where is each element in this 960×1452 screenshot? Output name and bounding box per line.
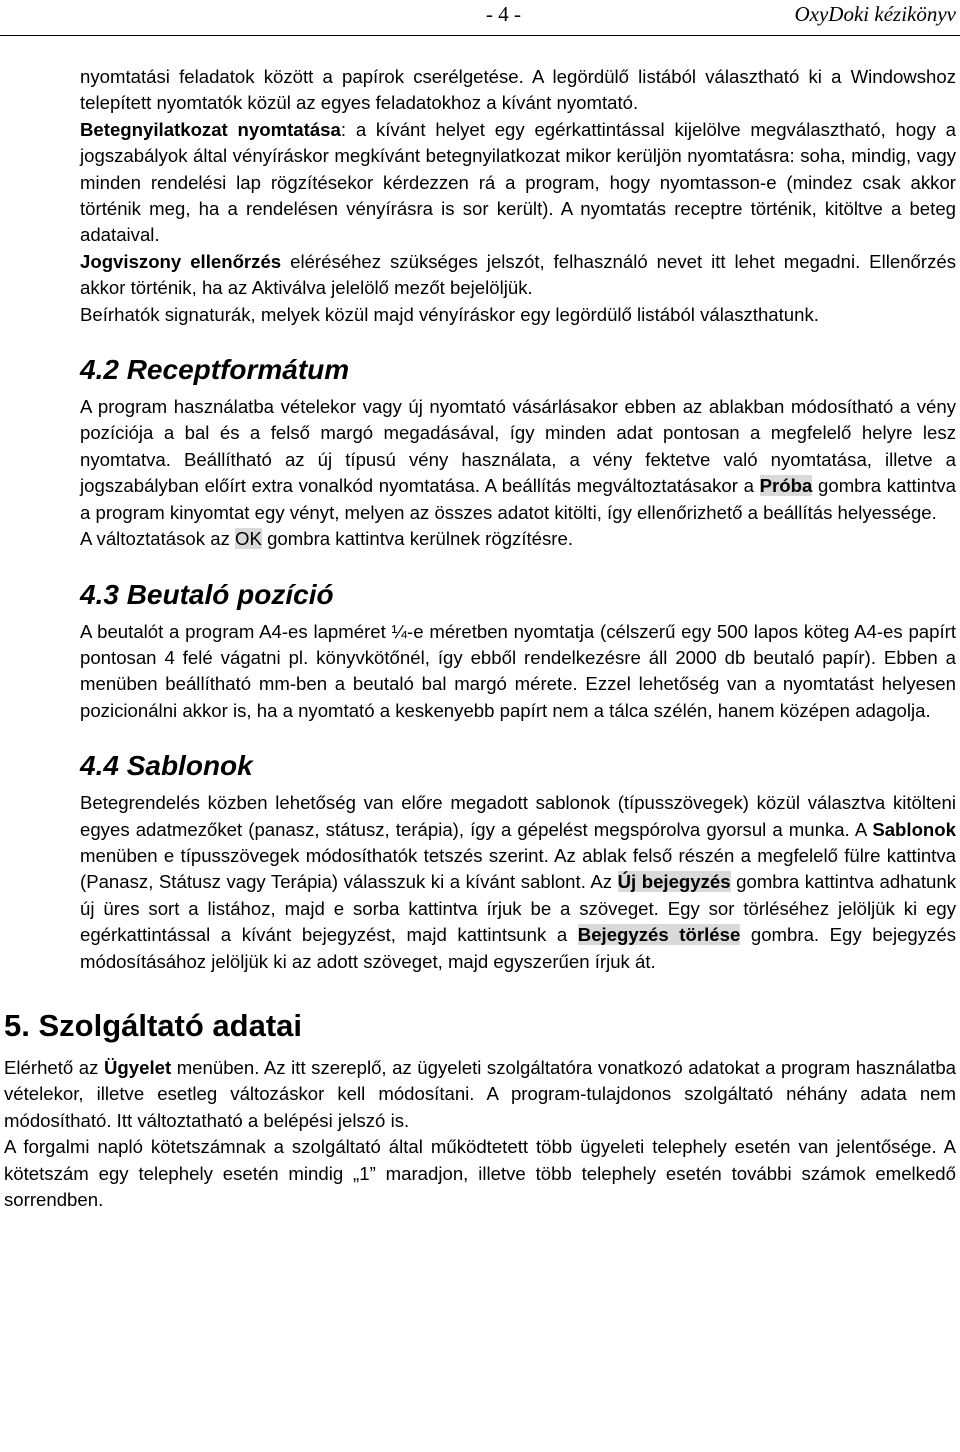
document-title: OxyDoki kézikönyv	[794, 2, 956, 26]
section-5	[0, 1007, 960, 1213]
bejegyzes-torlese-button-ref: Bejegyzés törlése	[577, 924, 741, 946]
intro-paragraph-1: nyomtatási feladatok között a papírok cserélgetése. A legördülő listából választható ki a Windowshoz telepített nyomtatók közül az egyes feladatokhoz a kívánt nyomtató.	[80, 66, 956, 114]
page-number: - 4 -	[486, 2, 521, 26]
sec42-text-b: gombra kattintva a program kinyomtat egy vényt, melyen az összes adatot kitölti, így ellenőrizhető a beállítás helyessége.	[80, 475, 956, 523]
ugyelet-menu-ref: Ügyelet	[103, 1056, 172, 1078]
sec44-paragraph-1	[80, 790, 956, 975]
page-header	[0, 0, 960, 40]
section-heading-4-3: 4.3 Beutaló pozíció	[80, 578, 334, 610]
sec42-paragraph-2	[80, 526, 956, 552]
ok-button-ref: OK	[235, 528, 262, 550]
intro-paragraph-2-text: : a kívánt helyet egy egérkattintással kijelölve megválasztható, hogy a jogszabályok által vényíráskor megkívánt betegnyilatkozat mikor kerüljön nyomtatásra: soha, mindig, vagy minden rendelési lap rögzítésekor kérdezzen rá a program, hogy nyomtasson-e (mindez csak akkor történik meg, ha a rendelésen vényírásra is sor került). A nyomtatás receptre történik, kitöltve a beteg adataival.	[80, 118, 956, 246]
header-rule	[0, 35, 960, 36]
intro-paragraph-2	[80, 117, 956, 249]
sec42-paragraph-1	[80, 394, 956, 526]
sec5-text-b: menüben. Az itt szereplő, az ügyeleti szolgáltatóra vonatkozó adatokat a program használatba vételekor, illetve esetleg változáskor kell módosítani. A program-tulajdonos szolgáltató néhány adata nem módosítható. Itt változtatható a belépési jelszó is.	[4, 1056, 957, 1131]
sablonok-menu-ref: Sablonok	[872, 818, 956, 840]
jogviszony-label: Jogviszony ellenőrzés	[80, 250, 282, 272]
proba-button-ref: Próba	[759, 475, 813, 497]
betegnyilatkozat-label: Betegnyilatkozat nyomtatása	[80, 118, 341, 140]
uj-bejegyzes-button-ref: Új bejegyzés	[617, 871, 731, 893]
sec44-text-c: gombra kattintva adhatunk új üres sort a listához, majd e sorba kattintva írjuk be a szöveget. Egy sor törléséhez jelöljük ki egy egérkattintással a kívánt bejegyzést, majd kattintsunk a	[80, 871, 956, 946]
sec44-text-a: Betegrendelés közben lehetőség van előre megadott sablonok (típusszövegek) közül választva kitölteni egyes adatmezőket (panasz, státusz, terápia), így a gépelést megspórolva gyorsul a munka. A	[80, 792, 956, 840]
sec42-text-d: gombra kattintva kerülnek rögzítésre.	[261, 528, 573, 550]
sec44-text-b: menüben e típusszövegek módosíthatók tetszés szerint. Az ablak felső részén a megfelelő fülre kattintva (Panasz, Státusz vagy Terápia) válasszuk ki a kívánt sablont. Az	[80, 844, 956, 893]
sec5-paragraph-2: A forgalmi napló kötetszámnak a szolgáltató által működtetett több ügyeleti telephely esetén van jelentősége. A kötetszám egy telephely esetén mindig „1” maradjon, illetve több telephely esetén további számok emelkedő sorrendben.	[4, 1136, 956, 1210]
sec43-paragraph-1: A beutalót a program A4-es lapméret ¼-e méretben nyomtatja (célszerű egy 500 lapos köteg A4-es papírt pontosan 4 felé vágatni pl. könyvkötőnél, így ebből rendelkezésre áll 2000 db beutaló papír). Ebben a menüben beállítható mm-ben a beutaló bal margó mérete. Ezzel lehetőség van a nyomtatást helyesen pozicionálni akkor is, ha a nyomtató a keskenyebb papírt nem a tálca szélén, hanem középen adagolja.	[80, 620, 956, 721]
sec5-text-a: Elérhető az	[4, 1056, 104, 1078]
intro-paragraph-3-text: eléréséhez szükséges jelszót, felhasználó nevet itt lehet megadni. Ellenőrzés akkor történik, ha az Aktiválva jelelölő mezőt bejelöljük.	[80, 250, 956, 299]
sec42-text-c: A változtatások az	[80, 528, 236, 550]
section-heading-4-4: 4.4 Sablonok	[80, 750, 253, 782]
page-content	[0, 64, 960, 1213]
intro-section	[0, 64, 960, 975]
sec5-paragraph-1	[4, 1055, 956, 1134]
section-heading-5: 5. Szolgáltató adatai	[4, 1007, 303, 1043]
sec42-text-a: A program használatba vételekor vagy új nyomtató vásárlásakor ebben az ablakban módosítható a vény pozíciója a bal és a felső margó megadásával, így minden adat pontosan a megfelelő helyre lesz nyomtatva. Beállítható az új típusú vény használata, a vény fektetve való nyomtatása, illetve a jogszabályban előírt extra vonalkód nyomtatása. A beállítás megváltoztatásakor a	[80, 396, 956, 497]
intro-paragraph-4: Beírhatók signaturák, melyek közül majd vényíráskor egy legördülő listából választhatunk.	[80, 303, 819, 325]
section-heading-4-2: 4.2 Receptformátum	[80, 354, 350, 386]
intro-paragraph-3	[80, 249, 956, 302]
sec44-text-d: gombra. Egy bejegyzés módosításához jelöljük ki az adott szöveget, majd egyszerűen írjuk át.	[80, 924, 956, 972]
